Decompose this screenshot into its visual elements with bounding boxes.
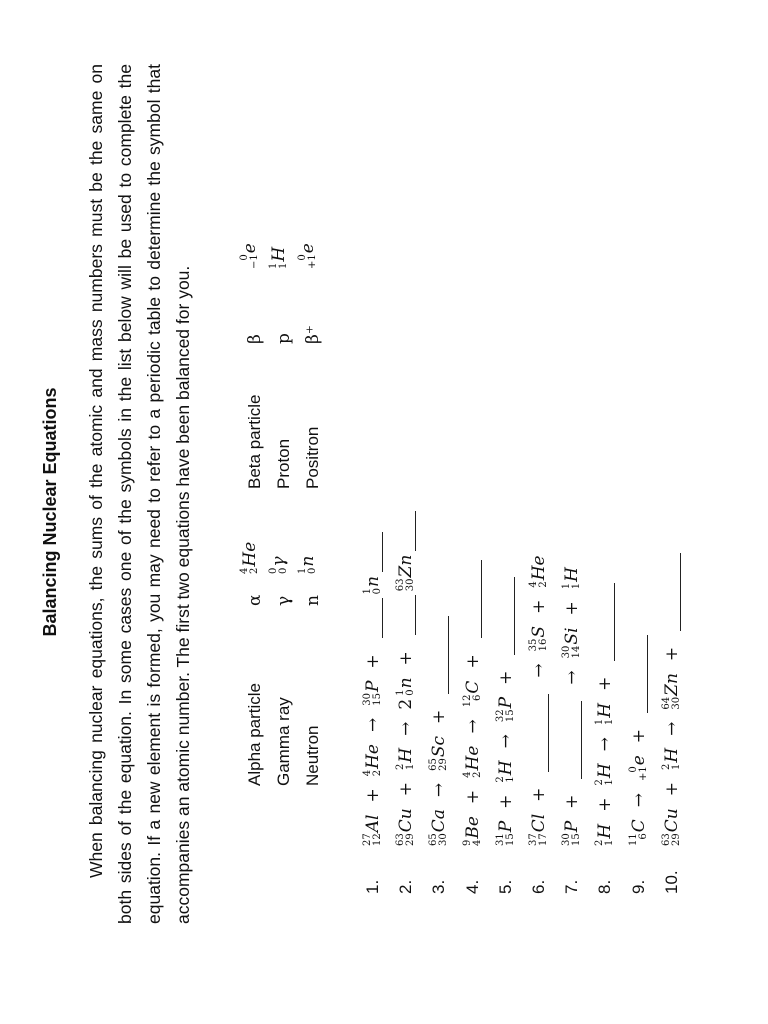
answer-blank[interactable] xyxy=(397,511,416,551)
arrow-icon: → xyxy=(661,721,682,736)
nuclide-symbol: 1 1 H xyxy=(594,702,616,726)
equation-number: 4. xyxy=(462,879,482,894)
arrow-icon: → xyxy=(396,721,417,736)
plus-sign: + xyxy=(595,797,616,812)
arrow-icon: → xyxy=(495,734,516,749)
equation-row xyxy=(358,528,388,894)
ref-beta-symbol: β xyxy=(245,334,265,344)
ref-gamma-isotope: 0 0 γ xyxy=(268,556,289,574)
nuclide-symbol: 2 1 H xyxy=(494,760,516,783)
plus-sign: + xyxy=(595,676,616,691)
nuclide-symbol: 30 15 P xyxy=(362,680,383,706)
page-title: Balancing Nuclear Equations xyxy=(40,387,60,637)
equation-number: 9. xyxy=(628,879,648,894)
nuclide-symbol: 32 15 P xyxy=(494,696,516,723)
equation-row xyxy=(491,573,521,894)
ref-gamma-symbol: γ xyxy=(274,595,294,606)
answer-blank[interactable] xyxy=(364,532,383,572)
arrow-icon: → xyxy=(429,782,450,798)
ref-neutron-symbol: n xyxy=(303,595,323,606)
answer-blank[interactable] xyxy=(496,577,515,655)
ref-alpha-name: Alpha particle xyxy=(245,682,264,786)
nuclide-symbol: 31 15 P xyxy=(494,820,516,846)
nuclide-symbol: 63 29 Cu xyxy=(660,808,682,846)
equation-row xyxy=(590,579,620,894)
nuclide-symbol: 2 1 H xyxy=(395,747,417,771)
nuclide-symbol: 2 1 H xyxy=(594,763,616,786)
nuclide-symbol: 1 1 H xyxy=(561,567,583,590)
answer-blank[interactable] xyxy=(596,583,615,661)
nuclide-symbol: 65 30 Ca xyxy=(428,809,450,846)
plus-sign: + xyxy=(661,782,682,797)
plus-sign: + xyxy=(529,599,549,614)
ref-alpha-isotope: 4 2 He xyxy=(239,541,260,574)
answer-blank[interactable] xyxy=(530,694,549,772)
plus-sign: + xyxy=(396,782,417,797)
ref-positron-isotope: 0 +1 e xyxy=(297,243,318,269)
ref-neutron-isotope: 1 0 n xyxy=(297,555,318,574)
ref-positron-symbol: β⁺ xyxy=(303,325,323,344)
ref-proton-name: Proton xyxy=(274,438,293,489)
nuclide-symbol: 0 +1 e xyxy=(627,755,649,781)
ref-beta-name: Beta particle xyxy=(245,394,264,489)
equation-row xyxy=(557,567,587,894)
nuclide-symbol: 63 30 Zn xyxy=(395,554,417,592)
equation-number: 5. xyxy=(495,879,515,894)
answer-blank[interactable] xyxy=(662,553,681,631)
nuclide-symbol: 35 16 S xyxy=(528,625,549,652)
arrow-icon: → xyxy=(595,737,616,752)
equation-number: 7. xyxy=(562,879,582,894)
ref-alpha-symbol: α xyxy=(245,594,265,606)
answer-blank[interactable] xyxy=(629,635,648,713)
arrow-icon: → xyxy=(363,717,383,733)
answer-blank[interactable] xyxy=(430,616,449,694)
equation-number: 3. xyxy=(429,879,449,894)
equation-row xyxy=(524,555,554,894)
ref-proton-isotope: 1 1 H xyxy=(268,246,289,269)
plus-sign: + xyxy=(363,788,383,803)
answer-blank[interactable] xyxy=(397,595,416,635)
nuclide-symbol: 12 6 C xyxy=(461,680,483,708)
answer-blank[interactable] xyxy=(364,598,383,638)
nuclide-symbol: 11 6 C xyxy=(627,819,649,846)
nuclide-symbol: 4 2 He xyxy=(362,744,383,777)
plus-sign: + xyxy=(429,709,450,724)
nuclide-symbol: 4 2 He xyxy=(528,555,549,588)
plus-sign: + xyxy=(495,794,516,809)
equation-row xyxy=(624,631,654,894)
plus-sign: + xyxy=(495,670,516,685)
ref-positron-name: Positron xyxy=(303,426,322,489)
equation-row xyxy=(391,507,421,894)
nuclide-symbol: 1 0 n xyxy=(395,677,417,696)
plus-sign: + xyxy=(363,654,383,669)
arrow-icon: → xyxy=(462,719,483,734)
plus-sign: + xyxy=(562,794,583,809)
nuclide-symbol: 27 12 Al xyxy=(362,814,383,846)
plus-sign: + xyxy=(462,654,483,669)
equation-number: 8. xyxy=(595,879,615,894)
nuclide-symbol: 30 15 P xyxy=(561,820,583,846)
equation-row xyxy=(458,556,488,894)
arrow-icon: → xyxy=(562,670,583,685)
nuclide-symbol: 64 30 Zn xyxy=(660,673,682,710)
nuclide-symbol: 1 0 n xyxy=(362,576,383,595)
nuclide-symbol: 2 1 H xyxy=(594,823,616,846)
plus-sign: + xyxy=(562,601,583,616)
intro-paragraph: When balancing nuclear equations, the sums of the atomic and mass numbers must be the same on both sides of the equation. In some cases one of the symbols in the list below will be used to complete the equation. If a new element is formed, you may need to refer to a periodic table to determine the symbol that accompanies an atomic number. The first two equations have been balanced for you. xyxy=(86,64,193,924)
arrow-icon: → xyxy=(529,663,549,678)
equation-row xyxy=(424,612,454,894)
equation-row xyxy=(657,549,687,894)
nuclide-symbol: 9 4 Be xyxy=(461,816,483,846)
nuclide-symbol: 2 1 H xyxy=(660,747,682,771)
answer-blank[interactable] xyxy=(463,560,482,638)
nuclide-symbol: 37 17 Cl xyxy=(528,813,549,846)
equation-number: 2. xyxy=(396,879,416,894)
nuclide-symbol: 30 14 Si xyxy=(561,627,583,659)
plus-sign: + xyxy=(661,646,682,662)
nuclide-symbol: 63 29 Cu xyxy=(395,808,417,846)
equation-number: 10. xyxy=(661,870,681,894)
ref-beta-isotope: 0 −1 e xyxy=(239,243,260,269)
ref-neutron-name: Neutron xyxy=(303,725,322,786)
nuclide-symbol: 65 29 Sc xyxy=(428,735,450,771)
nuclide-symbol: 4 2 He xyxy=(461,745,483,778)
plus-sign: + xyxy=(628,728,649,744)
plus-sign: + xyxy=(462,789,483,805)
plus-sign: + xyxy=(529,787,549,802)
equation-number: 1. xyxy=(363,879,382,894)
coefficient: 2 xyxy=(396,698,417,710)
answer-blank[interactable] xyxy=(563,701,582,779)
ref-proton-symbol: p xyxy=(274,333,294,344)
arrow-icon: → xyxy=(628,793,649,808)
ref-gamma-name: Gamma ray xyxy=(274,697,293,786)
plus-sign: + xyxy=(396,651,417,666)
equation-number: 6. xyxy=(529,879,548,894)
